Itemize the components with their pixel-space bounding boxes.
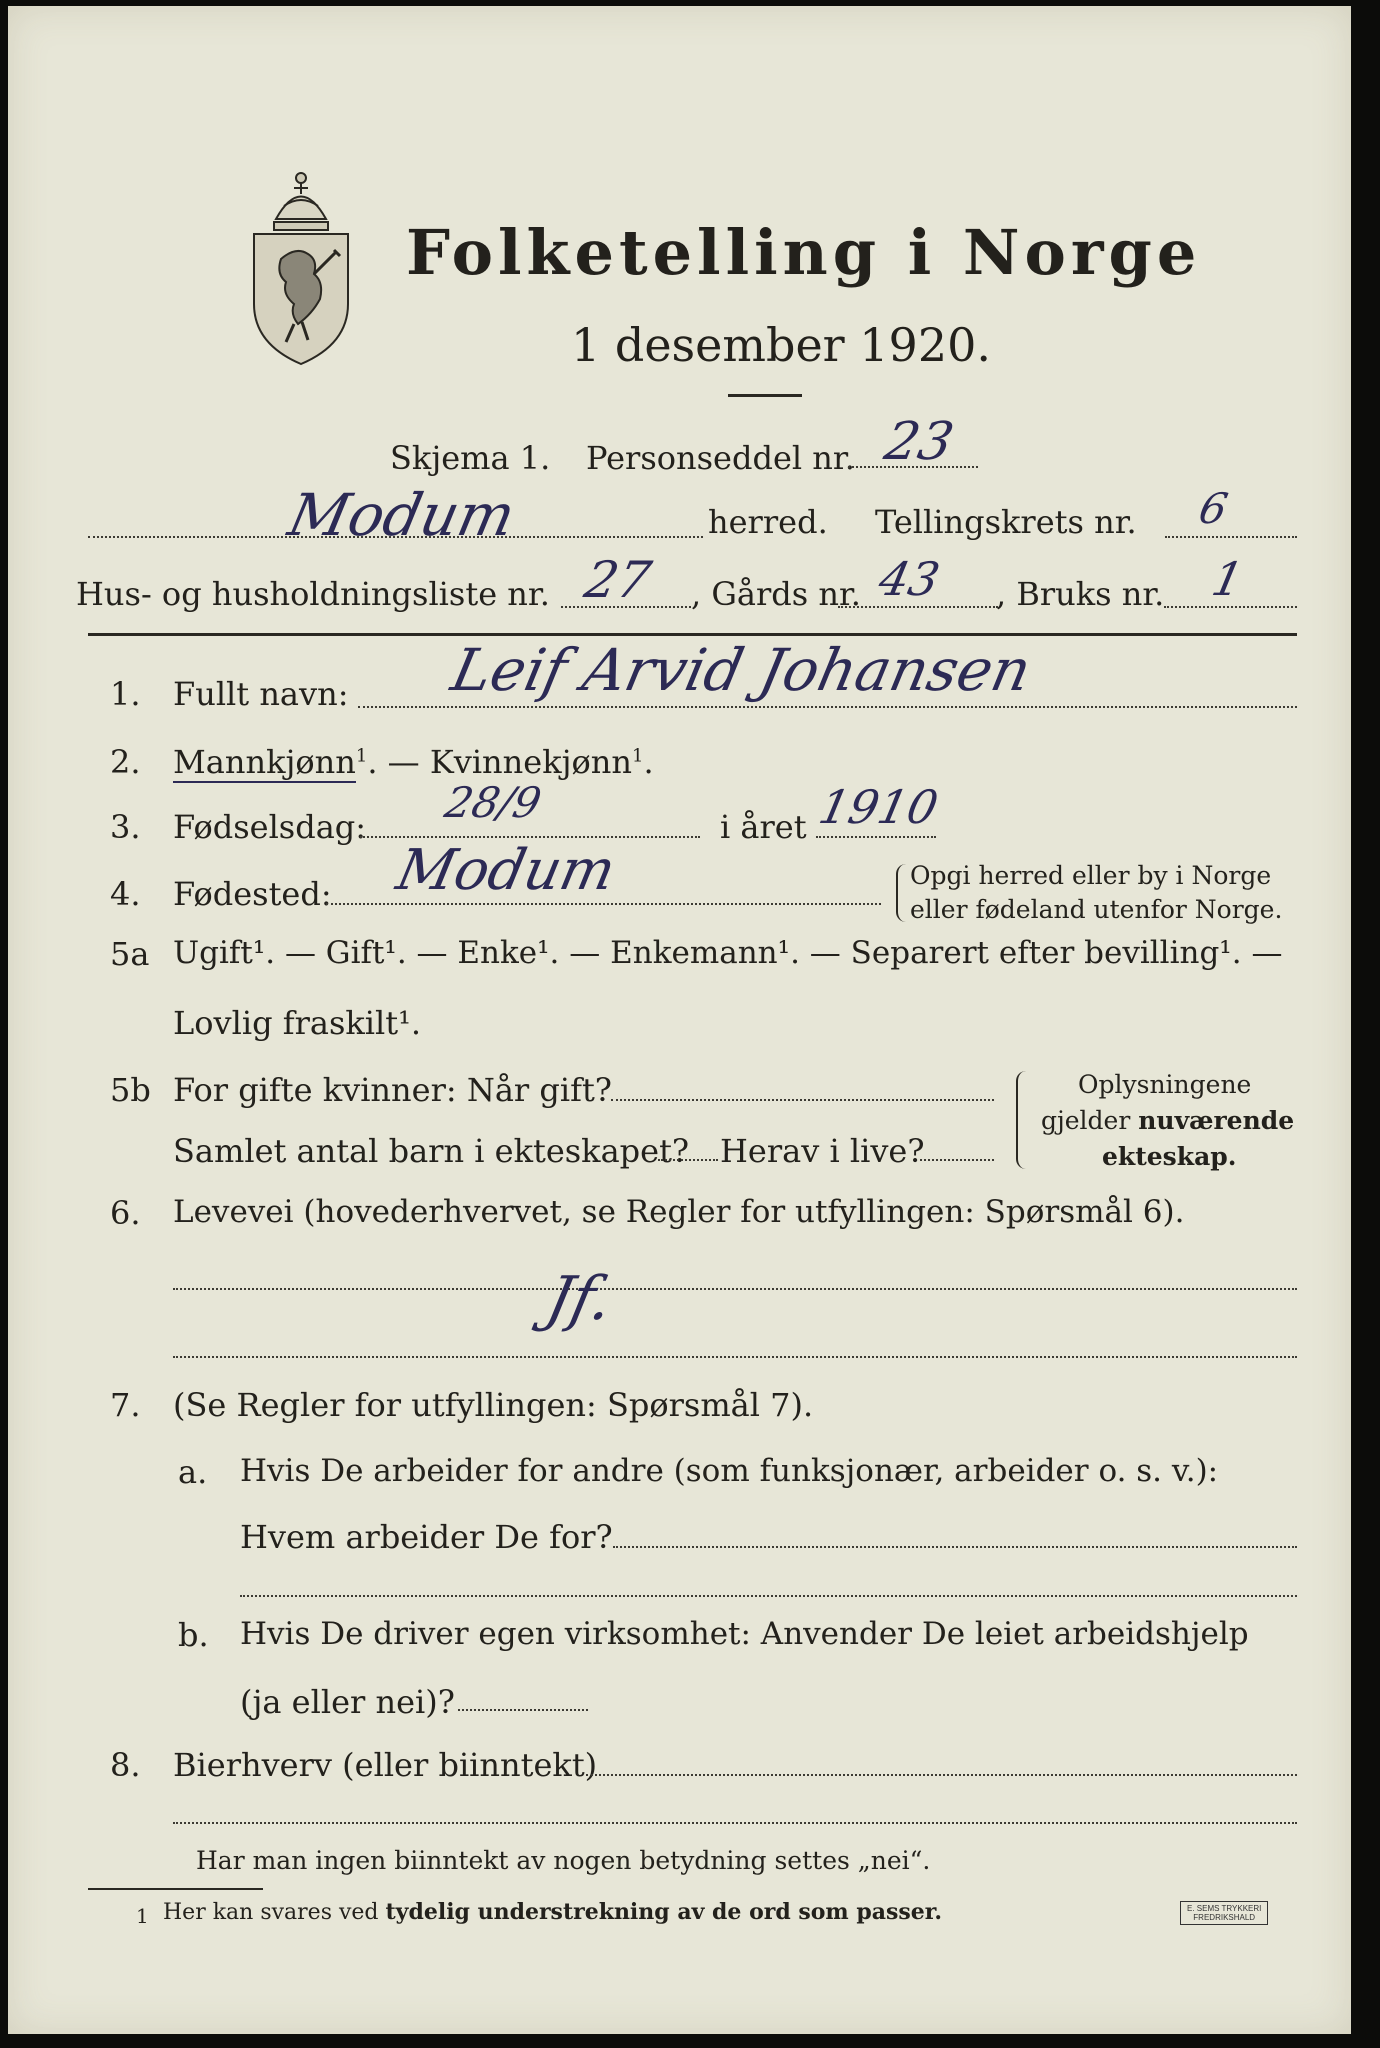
occupation-value[interactable]: Jf. <box>540 1264 619 1334</box>
bruks-value[interactable]: 1 <box>1207 552 1249 606</box>
q5b-line-2: Samlet antal barn i ekteskapet? <box>173 1132 690 1170</box>
gards-label: , Gårds nr. <box>691 575 861 613</box>
q7a-letter: a. <box>178 1453 208 1491</box>
q5b-line-2b: Herav i live? <box>720 1132 925 1170</box>
q6-number: 6. <box>110 1194 141 1232</box>
q7a-line-2 <box>240 1595 1297 1597</box>
q7-number: 7. <box>110 1386 141 1424</box>
gards-value[interactable]: 43 <box>874 552 945 606</box>
personseddel-value[interactable]: 23 <box>879 412 959 472</box>
q5b-number: 5b <box>110 1071 151 1109</box>
q1-label: Fullt navn: <box>173 675 349 713</box>
q2-end: . <box>643 743 654 781</box>
printer-stamp-line-1: E. SEMS TRYKKERI <box>1187 1904 1262 1913</box>
q2-male-option[interactable]: Mannkjønn <box>173 743 356 781</box>
q3-year-label: i året <box>720 808 807 846</box>
q8-text: Bierhverv (eller biinntekt) <box>173 1746 598 1784</box>
q7b-text-1: Hvis De driver egen virksomhet: Anvender De leiet arbeidshjelp <box>240 1616 1249 1652</box>
footnote-rule <box>88 1888 263 1890</box>
q5b-note-1: Oplysningene <box>1078 1070 1252 1099</box>
q2-female-option[interactable]: Kvinnekjønn <box>429 743 632 781</box>
herred-label: herred. <box>708 503 828 541</box>
q7b-text-2: (ja eller nei)? <box>240 1683 455 1721</box>
footnote-text-a: Her kan svares ved <box>163 1900 386 1925</box>
q1-line <box>358 706 1297 708</box>
personseddel-label: Personseddel nr. <box>586 439 855 477</box>
q8-note: Har man ingen biinntekt av nogen betydning settes „nei“. <box>196 1846 931 1875</box>
q8-number: 8. <box>110 1746 141 1784</box>
q7b-letter: b. <box>178 1616 209 1654</box>
tellingskrets-label: Tellingskrets nr. <box>875 503 1137 541</box>
q5b-note-3: ekteskap. <box>1102 1142 1237 1171</box>
gards-line <box>838 606 998 608</box>
q4-note-2: eller fødeland utenfor Norge. <box>910 895 1283 924</box>
q6-text: Levevei (hovederhvervet, se Regler for utfyllingen: Spørsmål 6). <box>173 1194 1185 1230</box>
birth-year-value[interactable]: 1910 <box>814 780 943 834</box>
q5a-text-2: Lovlig fraskilt¹. <box>173 1004 422 1042</box>
q2-text: Mannkjønn$^1$. — Kvinnekjønn$^1$. <box>173 743 654 781</box>
q4-number: 4. <box>110 875 141 913</box>
q7a-text-2: Hvem arbeider De for? <box>240 1518 613 1556</box>
q5b-note-2b: nuværende <box>1138 1106 1295 1135</box>
q7-text: (Se Regler for utfyllingen: Spørsmål 7). <box>173 1386 814 1424</box>
q7a-text-1: Hvis De arbeider for andre (som funksjonær, arbeider o. s. v.): <box>240 1453 1219 1489</box>
q2-number: 2. <box>110 743 141 781</box>
q4-note-1: Opgi herred eller by i Norge <box>910 861 1272 890</box>
full-name-value[interactable]: Leif Arvid Johansen <box>445 636 1037 704</box>
q3-number: 3. <box>110 808 141 846</box>
q7a-line-1 <box>613 1546 1297 1548</box>
q7b-line <box>458 1709 588 1711</box>
q5b-children-line <box>658 1159 718 1161</box>
q5a-number: 5a <box>110 935 150 973</box>
q4-brace <box>896 864 908 922</box>
skjema-label: Skjema 1. <box>390 439 551 477</box>
title-divider <box>728 394 802 397</box>
printer-stamp-line-2: FREDRIKSHALD <box>1193 1913 1256 1922</box>
birthday-value[interactable]: 28/9 <box>440 778 546 827</box>
q3-label: Fødselsdag: <box>173 808 367 846</box>
q5b-note-2a: gjelder <box>1041 1106 1139 1135</box>
footnote-text <box>163 1899 942 1925</box>
tellingskrets-line <box>1165 536 1297 538</box>
printer-stamp <box>1180 1901 1268 1925</box>
form-title: Folketelling i Norge <box>406 216 1202 289</box>
q6-line-2 <box>173 1356 1297 1358</box>
q6-line-1 <box>173 1288 1297 1290</box>
census-form <box>8 6 1351 2034</box>
q8-line-1 <box>586 1774 1297 1776</box>
q3-year-line <box>816 836 936 838</box>
herred-value[interactable]: Modum <box>282 481 522 549</box>
census-date: 1 desember 1920. <box>571 318 991 372</box>
q5b-brace <box>1016 1071 1030 1169</box>
birthplace-value[interactable]: Modum <box>391 838 621 903</box>
q4-line <box>326 903 881 905</box>
footnote-text-b: tydelig understrekning av de ord som passer. <box>385 1899 943 1925</box>
footnote-number: 1 <box>136 1904 149 1928</box>
bleed-through-text <box>1158 134 1165 160</box>
tellingskrets-value[interactable]: 6 <box>1194 484 1232 533</box>
husliste-value[interactable]: 27 <box>579 551 656 609</box>
q5a-text-1: Ugift¹. — Gift¹. — Enke¹. — Enkemann¹. — Separert efter bevilling¹. — <box>173 935 1283 971</box>
husliste-label: Hus- og husholdningsliste nr. <box>76 575 550 613</box>
q4-label: Fødested: <box>173 875 332 913</box>
q5b-line-1: For gifte kvinner: Når gift? <box>173 1071 612 1109</box>
bruks-line <box>1164 606 1297 608</box>
bruks-label: , Bruks nr. <box>996 575 1165 613</box>
q5b-married-line <box>611 1099 994 1101</box>
q5b-note-2 <box>1041 1106 1294 1135</box>
q2-separator: . — <box>367 743 430 781</box>
q5b-alive-line <box>920 1159 994 1161</box>
q8-line-2 <box>173 1822 1297 1824</box>
norwegian-coat-of-arms-icon <box>236 164 366 369</box>
q1-number: 1. <box>110 675 141 713</box>
